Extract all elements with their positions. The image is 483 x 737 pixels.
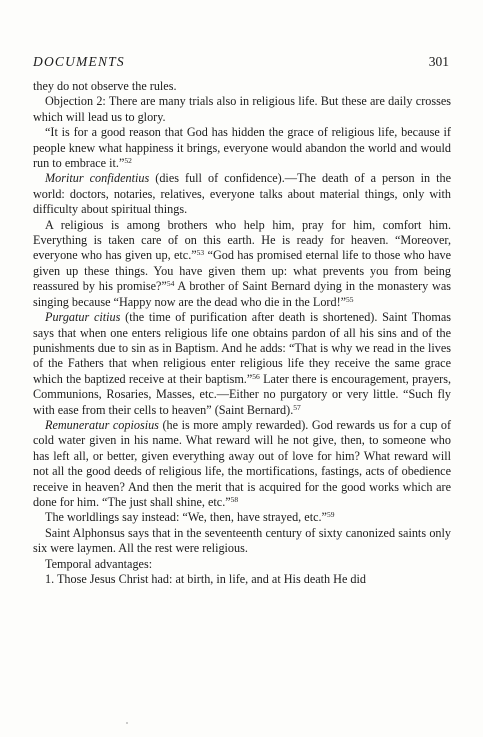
running-head: DOCUMENTS (33, 54, 125, 69)
paragraph (33, 125, 451, 171)
text-run: (dies full of confidence).—The death of a person in the world: doctors, notaries, relatives, everyone talks about material things, only with difficulty about spiritual things. (33, 171, 451, 217)
scan-speck (126, 722, 128, 724)
paragraph (33, 418, 451, 510)
latin-phrase: Moritur confidentius (45, 171, 150, 186)
text-run: 1. Those Jesus Christ had: at birth, in life, and at His death He did (45, 572, 366, 586)
text-run: The worldlings say instead: “We, then, have strayed, etc.” (45, 510, 327, 525)
page-header (33, 54, 449, 72)
paragraph (33, 310, 451, 418)
text-run: “God has promised eternal life to those who have given up these things. You have given them up: what prevents you from being reassured by his promise?” (33, 248, 451, 294)
text-run: Saint Alphonsus says that in the seventeenth century of sixty canonized saints only six were laymen. All the rest were religious. (33, 525, 451, 556)
footnote-ref: 57 (293, 402, 301, 412)
footnote-ref: 56 (252, 371, 260, 381)
footnote-ref: 52 (124, 156, 132, 166)
paragraph (33, 557, 451, 572)
text-run: (he is more amply rewarded). God rewards us for a cup of cold water given in his name. What reward will he not give, then, to someone who has left all, or better, given everything away out of love for him? What reward will not all the good deeds of religious life, the mortifications, fastings, acts of obedience receive in heaven? And then the merit that is acquired for the good works which are done for him. “The just shall shine, etc.” (33, 417, 452, 509)
latin-phrase: Remuneratur copiosius (45, 417, 159, 432)
page-number: 301 (428, 54, 449, 69)
footnote-ref: 59 (326, 510, 335, 520)
text-run: Later there is encouragement, prayers, Communions, Rosaries, Masses, etc.—Either no purgatory or very little. “Such fly with ease from their cells to heaven” (Saint Bernard). (33, 371, 451, 417)
latin-phrase: Purgatur citius (45, 310, 121, 325)
text-run: (the time of purification after death is shortened). Saint Thomas says that when one enters religious life one obtains pardon of all his sins and of the punishments due to sin as in Baptism. And he adds: “That is why we read in the lives of the Fathers that when religious enter religious life they receive the same grace which the baptized receive at their baptism.” (33, 310, 451, 386)
footnote-ref: 55 (346, 294, 354, 304)
text-run: A religious is among brothers who help him, pray for him, comfort him. Everything is taken care of on this earth. He is ready for heaven. “Moreover, everyone who has given up, etc.” (33, 217, 451, 263)
footnote-ref: 58 (230, 494, 239, 504)
text-run: Temporal advantages: (45, 556, 153, 571)
footnote-ref: 54 (166, 279, 175, 289)
paragraph (33, 171, 451, 217)
footnote-ref: 53 (196, 248, 205, 258)
paragraph (33, 510, 451, 525)
text-run: A brother of Saint Bernard dying in the monastery was singing because “Happy now are the dead who die in the Lord!” (33, 279, 451, 309)
paragraph (33, 526, 451, 557)
text-run: they do not observe the rules. (33, 79, 177, 93)
paragraph (33, 572, 451, 587)
paragraph (33, 94, 451, 125)
body-text (33, 79, 451, 587)
paragraph (33, 218, 451, 310)
paragraph (33, 79, 451, 94)
text-run: “It is for a good reason that God has hidden the grace of religious life, because if people knew what happiness it brings, everyone would abandon the world and would run to embrace it.” (33, 125, 451, 171)
text-run: Objection 2: There are many trials also in religious life. But these are daily crosses which will lead us to glory. (33, 94, 451, 124)
